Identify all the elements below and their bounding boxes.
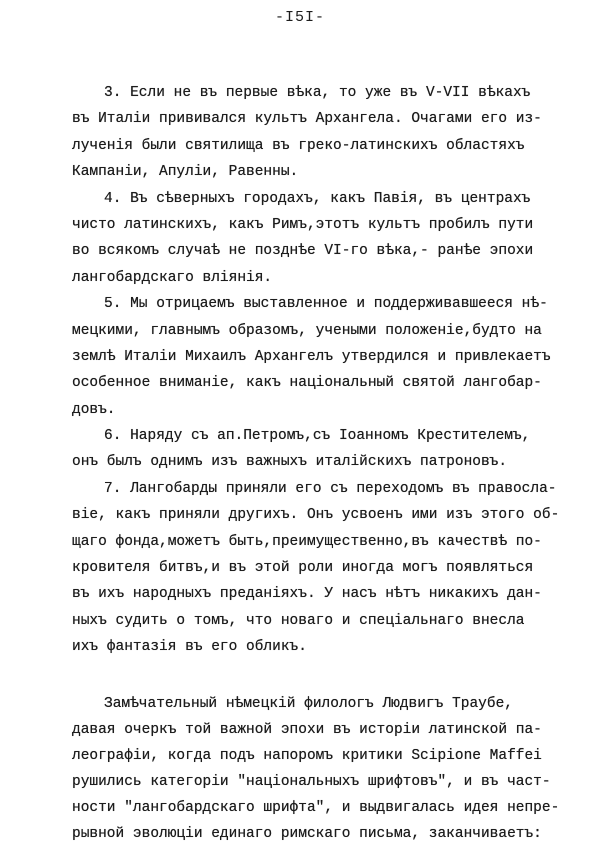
text-line: въ Италіи прививался культъ Архангела. Очагами его из- bbox=[72, 111, 542, 128]
text-line: мецкими, главнымъ образомъ, учеными положеніе,будто на bbox=[72, 322, 542, 339]
text-line: ихъ фантазія въ его обликъ. bbox=[72, 639, 307, 656]
page-number: -I5I- bbox=[274, 9, 325, 26]
text-line: онъ былъ однимъ изъ важныхъ италійскихъ патроновъ. bbox=[72, 454, 508, 471]
text-line: кровителя битвъ,и въ этой роли иногда могъ появляться bbox=[72, 560, 534, 577]
text-line: 7. Лангобарды приняли его съ переходомъ въ правосла- bbox=[104, 480, 557, 497]
text-line: землѣ Италіи Михаилъ Архангелъ утвердился и привлекаетъ bbox=[72, 348, 551, 365]
text-line: 5. Мы отрицаемъ выставленное и поддерживавшееся нѣ- bbox=[104, 296, 548, 313]
text-line: лученія были святилища въ греко-латинскихъ областяхъ bbox=[72, 137, 525, 154]
text-line: 6. Наряду съ ап.Петромъ,съ Іоанномъ Крестителемъ, bbox=[104, 428, 531, 445]
text-line: чисто латинскихъ, какъ Римъ,этотъ культъ пробилъ пути bbox=[72, 216, 534, 233]
text-line: ныхъ судить о томъ, что новаго и спеціальнаго внесла bbox=[72, 612, 525, 629]
text-line: рушились категоріи "національныхъ шрифтовъ", и въ част- bbox=[72, 773, 551, 790]
text-line: щаго фонда,можетъ быть,преимущественно,въ качествѣ по- bbox=[72, 533, 542, 550]
text-line: лангобардскаго вліянія. bbox=[72, 269, 273, 286]
text-line: віе, какъ приняли другихъ. Онъ усвоенъ ими изъ этого об- bbox=[72, 507, 560, 524]
text-line: рывной эволюціи единаго римскаго письма, заканчиваетъ: bbox=[72, 825, 542, 842]
text-line: 4. Въ сѣверныхъ городахъ, какъ Павія, въ центрахъ bbox=[104, 190, 531, 207]
text-line: въ ихъ народныхъ преданіяхъ. У насъ нѣтъ никакихъ дан- bbox=[72, 586, 542, 603]
body-text-traube-paragraph bbox=[60, 691, 600, 847]
text-line: Кампаніи, Апуліи, Равенны. bbox=[72, 164, 299, 181]
text-line: леографіи, когда подъ напоромъ критики Scipione Maffei bbox=[72, 747, 542, 764]
text-line: особенное вниманіе, какъ національный святой лангобар- bbox=[72, 375, 542, 392]
text-line: ности "лангобардскаго шрифта", и выдвигалась идея непре- bbox=[72, 799, 560, 816]
text-line: во всякомъ случаѣ не позднѣе VI-го вѣка,- ранѣе эпохи bbox=[72, 243, 534, 260]
text-line: довъ. bbox=[72, 401, 116, 418]
text-line: давая очеркъ той важной эпохи въ исторіи латинской па- bbox=[72, 721, 542, 738]
body-text-numbered-points bbox=[60, 80, 600, 661]
text-line: 3. Если не въ первые вѣка, то уже въ V-VII вѣкахъ bbox=[104, 85, 531, 101]
text-line: Замѣчательный нѣмецкій филологъ Людвигъ Траубе, bbox=[104, 695, 513, 712]
